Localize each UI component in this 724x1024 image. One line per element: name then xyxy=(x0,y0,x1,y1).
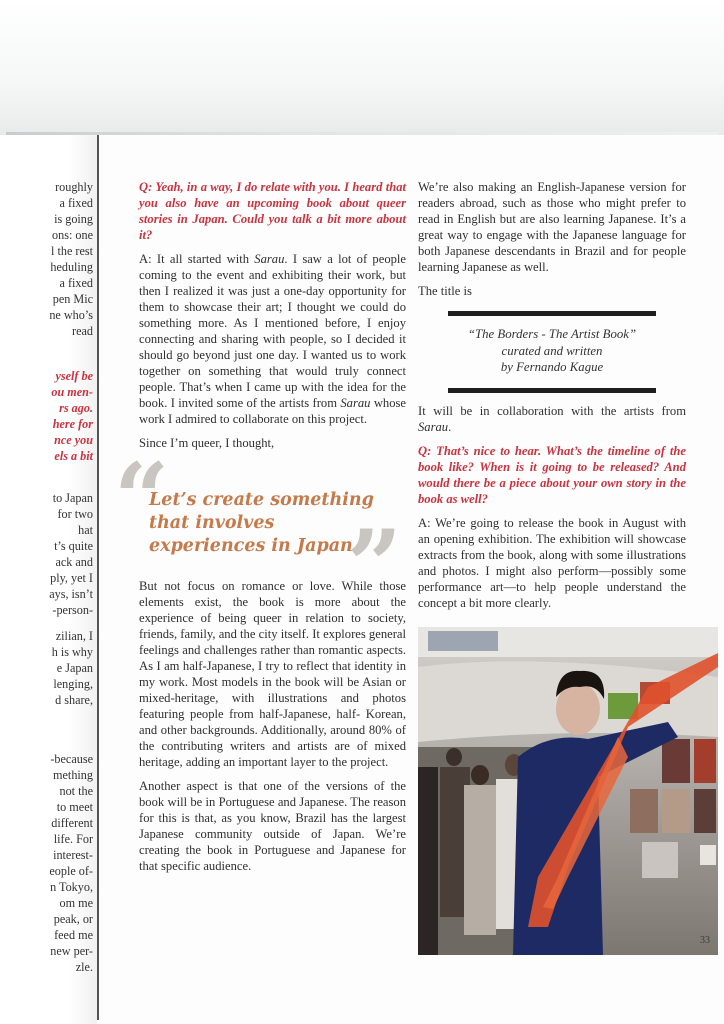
left-page-line: new per- xyxy=(50,944,93,958)
left-page-question-fragment xyxy=(51,368,93,464)
left-page-line: life. For xyxy=(53,832,93,846)
sarau-italic: Sarau xyxy=(418,419,449,434)
left-page-line: feed me xyxy=(54,928,93,942)
question-2: Q: That’s nice to hear. What’s the timeline of the book like? When is it going to be released? And would there be a piece about your own story in the book as well? xyxy=(418,443,686,506)
answer-1-text: A: It all started with xyxy=(139,252,255,266)
left-page-text-block-3 xyxy=(52,628,93,708)
left-page-line: pen Mic xyxy=(52,292,93,306)
paragraph-versions: Another aspect is that one of the versions of the book will be in Portuguese and Japanese. The reason for this is that, as you know, Brazil has the largest Japanese community outside of Japan. We’re creating the book in Portuguese and Japanese for that specific audience. xyxy=(139,779,406,873)
left-page xyxy=(0,135,97,1024)
left-page-line: peak, or xyxy=(53,912,93,926)
book-author: by Fernando Kague xyxy=(500,360,604,374)
collaboration-line xyxy=(418,403,686,435)
left-page-line: a fixed xyxy=(59,276,93,290)
answer-2: A: We’re going to release the book in August with an opening exhibition. The exhibition will showcase extracts from the book, along with some illustrations and photos. I might also perform—possibly some performance art—to help people understand the concept a bit more clearly. xyxy=(418,515,686,610)
wall-photo xyxy=(662,739,690,783)
book-title-text xyxy=(448,316,656,388)
question-1: Q: Yeah, in a way, I do relate with you. I heard that you also have an upcoming book about queer stories in Japan. Could you talk a bit more about it? xyxy=(139,180,406,242)
left-page-line: interest- xyxy=(53,848,93,862)
left-page-line: e Japan xyxy=(56,661,93,675)
open-quote-icon: “ xyxy=(114,442,170,555)
left-page-line: is going xyxy=(54,212,93,226)
left-page-line: mething xyxy=(53,768,93,782)
answer-1-text: whose work I admired to collaborate on this project. xyxy=(139,396,407,426)
left-page-line: ons: one xyxy=(52,228,93,242)
left-page-line: els a bit xyxy=(54,449,93,463)
left-page-line: ack and xyxy=(55,555,93,569)
left-page-line: here for xyxy=(52,417,93,431)
pull-quote-text: Let’s create something that involves experiences in Japan. xyxy=(149,490,374,556)
audience-person xyxy=(464,785,496,935)
paragraph-english: We’re also making an English-Japanese version for readers abroad, such as those who might prefer to read in English but are also learning Japanese. It’s a great way to engage with the Japanese language for both Japanese descendants in Brazil and for people learning Japanese as well. xyxy=(418,180,686,274)
wall-photo xyxy=(694,789,716,833)
performance-photo-illustration xyxy=(418,627,718,955)
left-page-line: different xyxy=(51,816,93,830)
wall-photo xyxy=(630,789,658,833)
book-title: “The Borders - The Artist Book” xyxy=(467,327,637,341)
photo-flags xyxy=(428,631,498,651)
performance-photo xyxy=(418,627,718,955)
left-page-line: eople of- xyxy=(49,864,93,878)
left-page-line: for two xyxy=(57,507,93,521)
collab-text: . xyxy=(448,419,452,434)
audience-head xyxy=(446,748,462,766)
paragraph-romance: But not focus on romance or love. While those elements exist, the book is more about the experience of being queer in relation to society, friends, family, and the city itself. It explores general feelings and challenges rather than romantic aspects. As I am half-Japanese, I try to reflect that identity in my work. Most models in the book will be Asian or mixed-heritage, with illustrations and photos featuring people from half-Japanese, half- Korean, and other backgrounds. Additionally, around 80% of the contributing writers and artists are of mixed heritage, adding an important layer to the project. xyxy=(139,579,406,769)
sarau-italic: Sarau xyxy=(340,396,371,410)
left-page-line: rs ago. xyxy=(59,401,93,415)
book-curated: curated and written xyxy=(501,343,603,358)
column-2 xyxy=(418,179,710,955)
left-page-text-block-1 xyxy=(49,179,93,339)
background-top xyxy=(0,0,724,135)
page-number: 33 xyxy=(700,934,710,946)
title-is-line: The title is xyxy=(418,284,472,298)
wall-photo xyxy=(694,739,716,783)
left-page-line: lenging, xyxy=(53,677,93,691)
left-page-line: d share, xyxy=(55,693,93,707)
left-page-line: ou men- xyxy=(51,385,93,399)
left-page-line: l the rest xyxy=(51,244,93,258)
left-page-line: read xyxy=(72,324,93,338)
close-quote-icon: ” xyxy=(346,509,402,622)
left-page-line: a fixed xyxy=(59,196,93,210)
left-page-text-block-4 xyxy=(49,751,93,975)
left-page-line: h is why xyxy=(51,645,93,659)
left-page-line: -because xyxy=(50,752,93,766)
left-page-line: om me xyxy=(59,896,93,910)
since-queer-line: Since I’m queer, I thought, xyxy=(139,436,275,450)
title-rule-bottom xyxy=(448,388,656,393)
column-1 xyxy=(114,179,407,882)
left-page-line: t’s quite xyxy=(54,539,93,553)
left-page-line: not the xyxy=(59,784,93,798)
left-page-line: roughly xyxy=(55,180,93,194)
left-page-line: ays, isn’t xyxy=(49,587,93,601)
left-page-line: to meet xyxy=(56,800,93,814)
audience-head xyxy=(471,765,489,785)
left-page-line: hat xyxy=(78,523,93,537)
audience-person xyxy=(418,767,438,955)
left-page-line: ply, yet I xyxy=(50,571,93,585)
left-page-line: heduling xyxy=(50,260,93,274)
wall-photo xyxy=(662,789,690,833)
answer-1-text: . I saw a lot of people coming to the event and exhibiting their work, but then I realized it was just a one-day opportunity for them to showcase their art; I thought we could do something more. As I mentioned before, I enjoy connecting and sharing with people, so I decided it should go beyond just one day. I wanted us to work together on something that would truly connect people. That’s when I came up with the idea for the book. I invited some of the artists from xyxy=(139,252,407,410)
left-page-line: zle. xyxy=(75,960,93,974)
left-page-line: ne who’s xyxy=(49,308,93,322)
left-page-text-block-2 xyxy=(49,490,93,618)
left-page-line: nce you xyxy=(54,433,93,447)
left-page-line: to Japan xyxy=(52,491,93,505)
collab-text: It will be in collaboration with the artists from xyxy=(418,403,686,418)
book-title-box xyxy=(448,311,656,393)
wall-photo xyxy=(642,842,678,878)
left-page-line: yself be xyxy=(55,369,93,383)
left-page-line: zilian, I xyxy=(55,629,93,643)
answer-1 xyxy=(139,251,406,427)
sarau-italic: Sarau xyxy=(254,252,285,266)
wall-photo xyxy=(700,845,716,865)
left-page-line: n Tokyo, xyxy=(50,880,93,894)
left-page-line: -person- xyxy=(52,603,93,617)
